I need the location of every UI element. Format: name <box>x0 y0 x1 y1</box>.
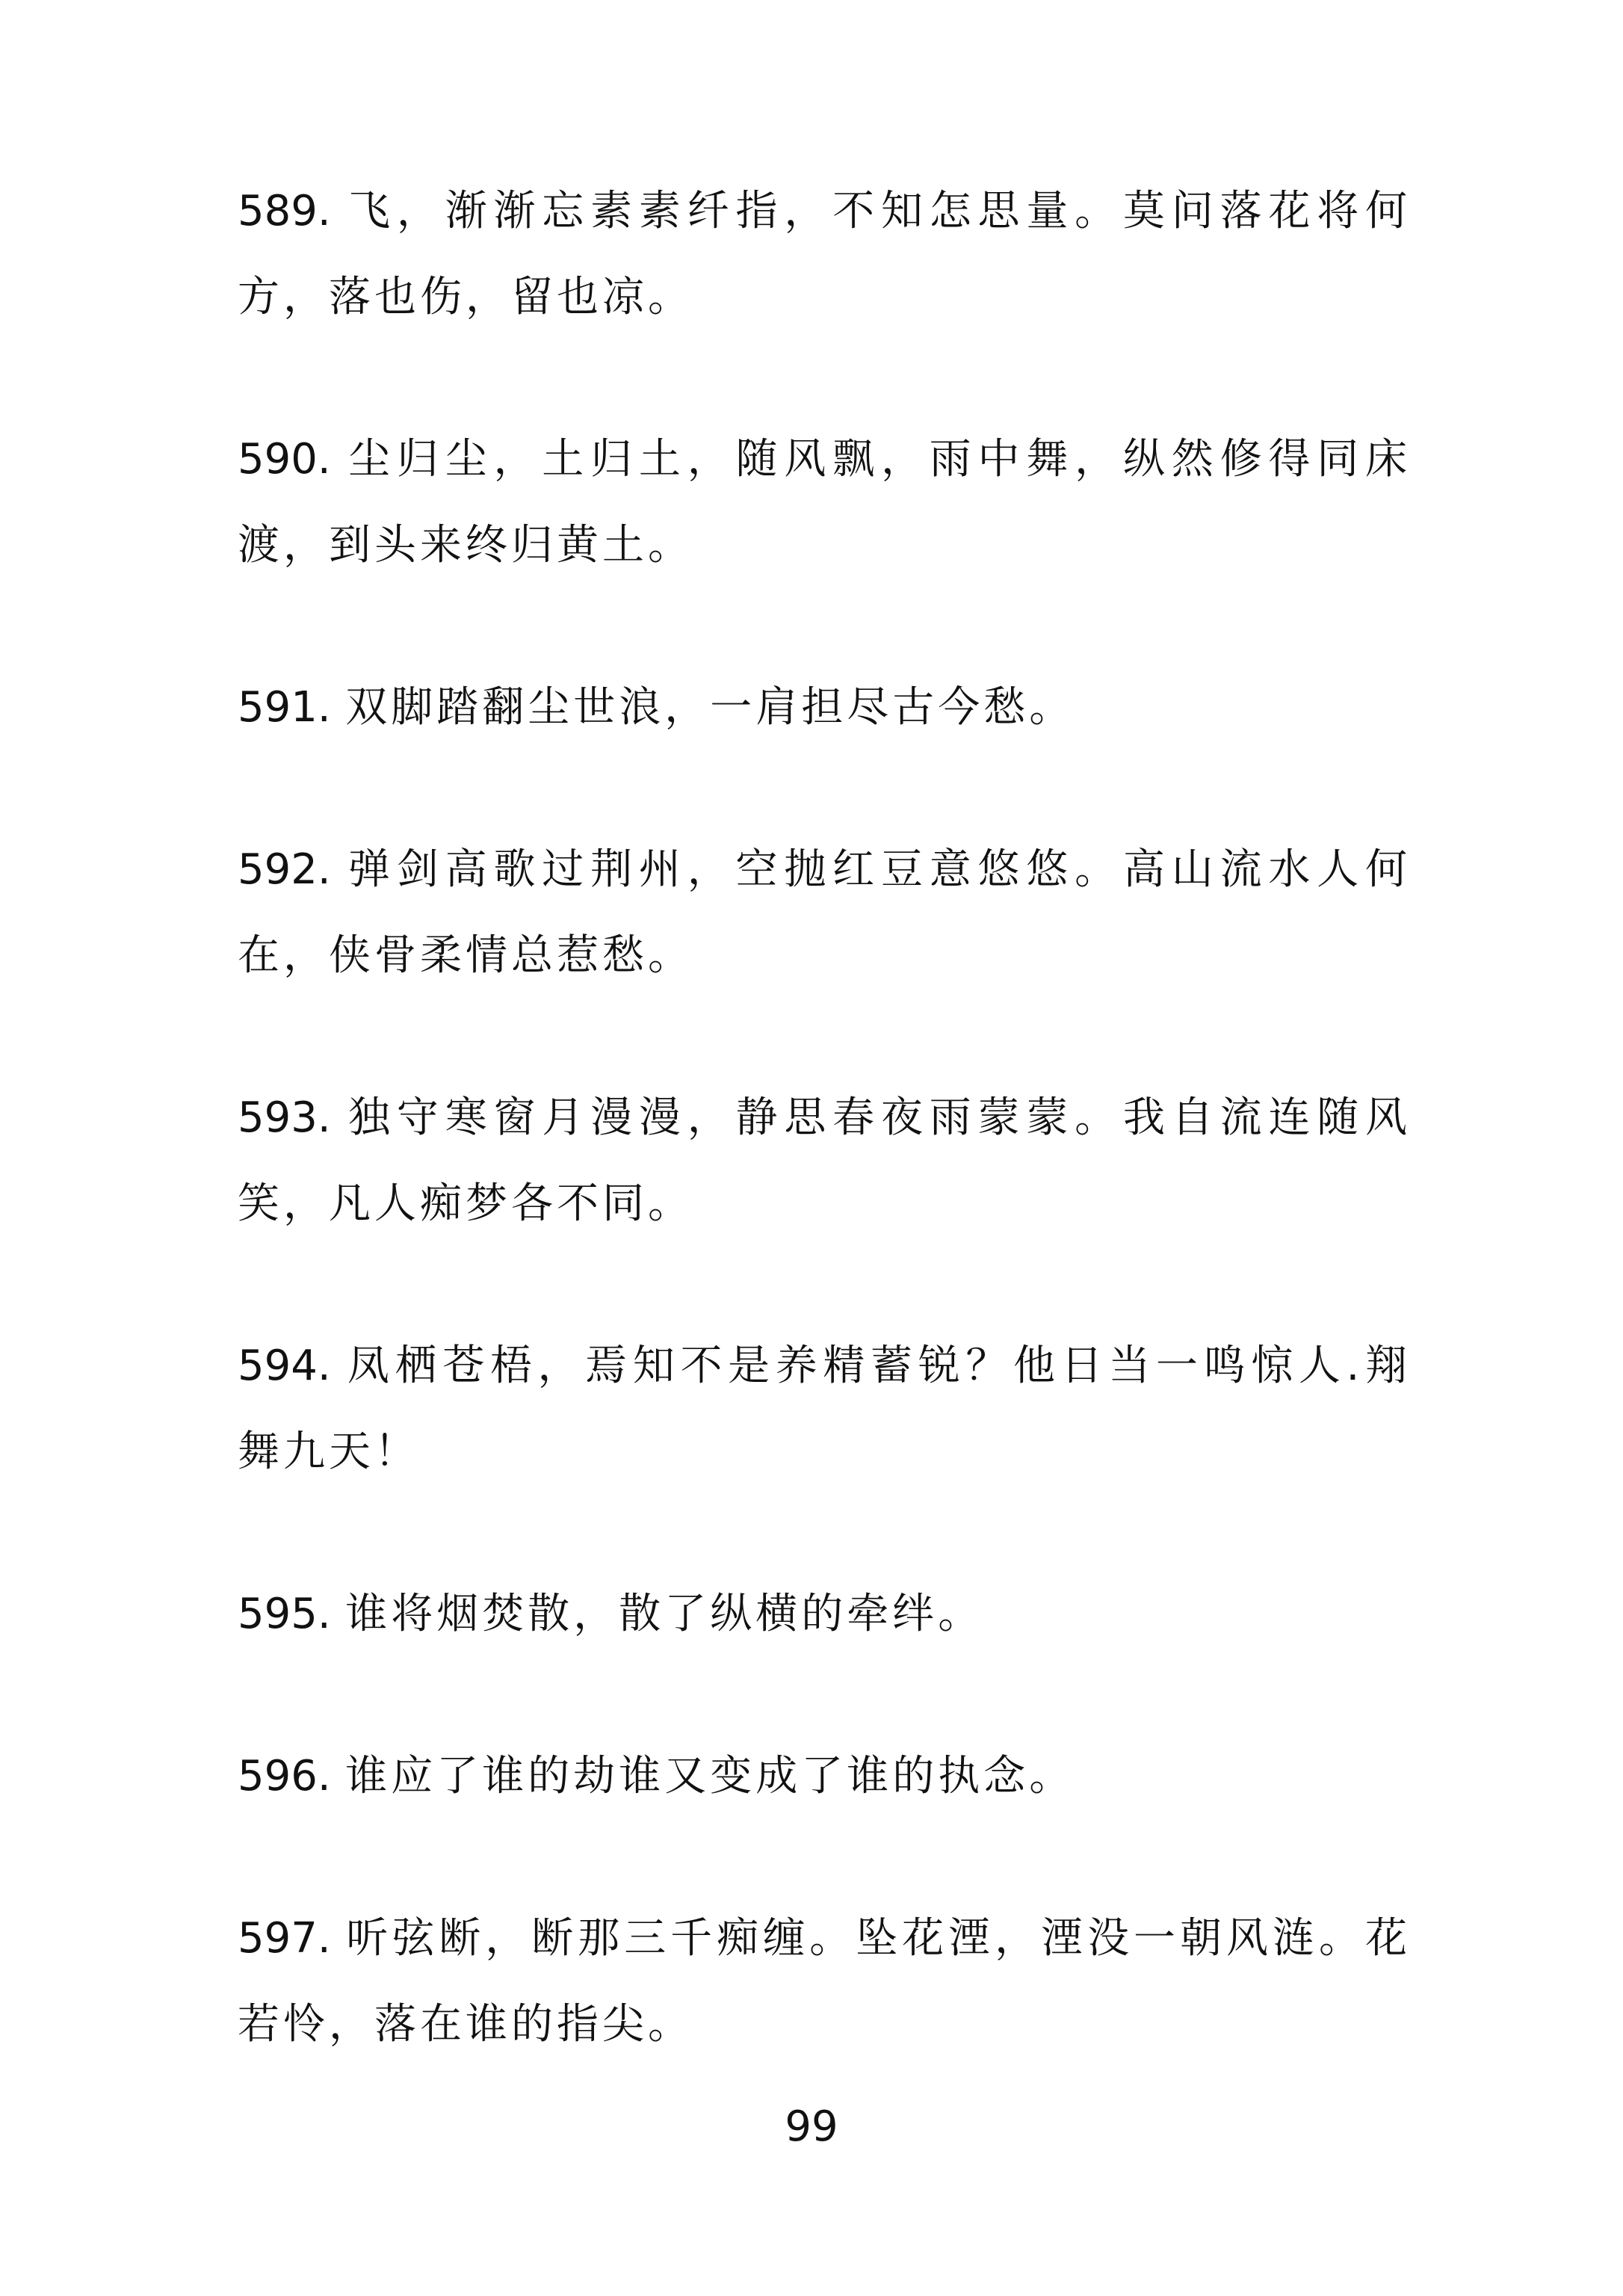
entry-596 <box>238 1733 1411 1819</box>
entry-text: 飞，渐渐忘素素纤指，不知怎思量。莫问落花将何方，落也伤，留也凉。 <box>238 187 1411 321</box>
entry-590 <box>238 416 1411 588</box>
entry-text: 双脚踏翻尘世浪，一肩担尽古今愁。 <box>345 683 1075 732</box>
entry-589 <box>238 168 1411 340</box>
entry-594 <box>238 1323 1411 1495</box>
entry-number: 589. <box>238 187 331 235</box>
entry-592 <box>238 827 1411 999</box>
entry-number: 597. <box>238 1914 331 1963</box>
entry-number: 592. <box>238 845 331 894</box>
entry-number: 595. <box>238 1590 331 1638</box>
entry-text: 凤栖苍梧，焉知不是养精蓄锐？他日当一鸣惊人.翔舞九天！ <box>238 1342 1411 1476</box>
entry-text: 弹剑高歌过荆州，空抛红豆意悠悠。高山流水人何在，侠骨柔情总惹愁。 <box>238 845 1411 980</box>
entry-number: 594. <box>238 1342 331 1390</box>
entry-595 <box>238 1571 1411 1657</box>
entry-593 <box>238 1075 1411 1247</box>
entry-number: 590. <box>238 435 331 484</box>
page-number: 99 <box>785 2102 838 2151</box>
entry-597 <box>238 1895 1411 2067</box>
entry-list <box>238 168 1411 2144</box>
entry-text: 谁将烟焚散，散了纵横的牵绊。 <box>345 1590 984 1638</box>
entry-number: 591. <box>238 683 331 732</box>
entry-text: 独守寒窗月漫漫，静思春夜雨蒙蒙。我自流连随风笑，凡人痴梦各不同。 <box>238 1093 1411 1228</box>
entry-number: 596. <box>238 1752 331 1800</box>
entry-591 <box>238 664 1411 750</box>
entry-text: 尘归尘，土归土，随风飘，雨中舞，纵然修得同床渡，到头来终归黄土。 <box>238 435 1411 570</box>
entry-text: 谁应了谁的劫谁又变成了谁的执念。 <box>345 1752 1075 1800</box>
entry-number: 593. <box>238 1093 331 1142</box>
entry-text: 听弦断，断那三千痴缠。坠花湮，湮没一朝风涟。花若怜，落在谁的指尖。 <box>238 1914 1411 2049</box>
